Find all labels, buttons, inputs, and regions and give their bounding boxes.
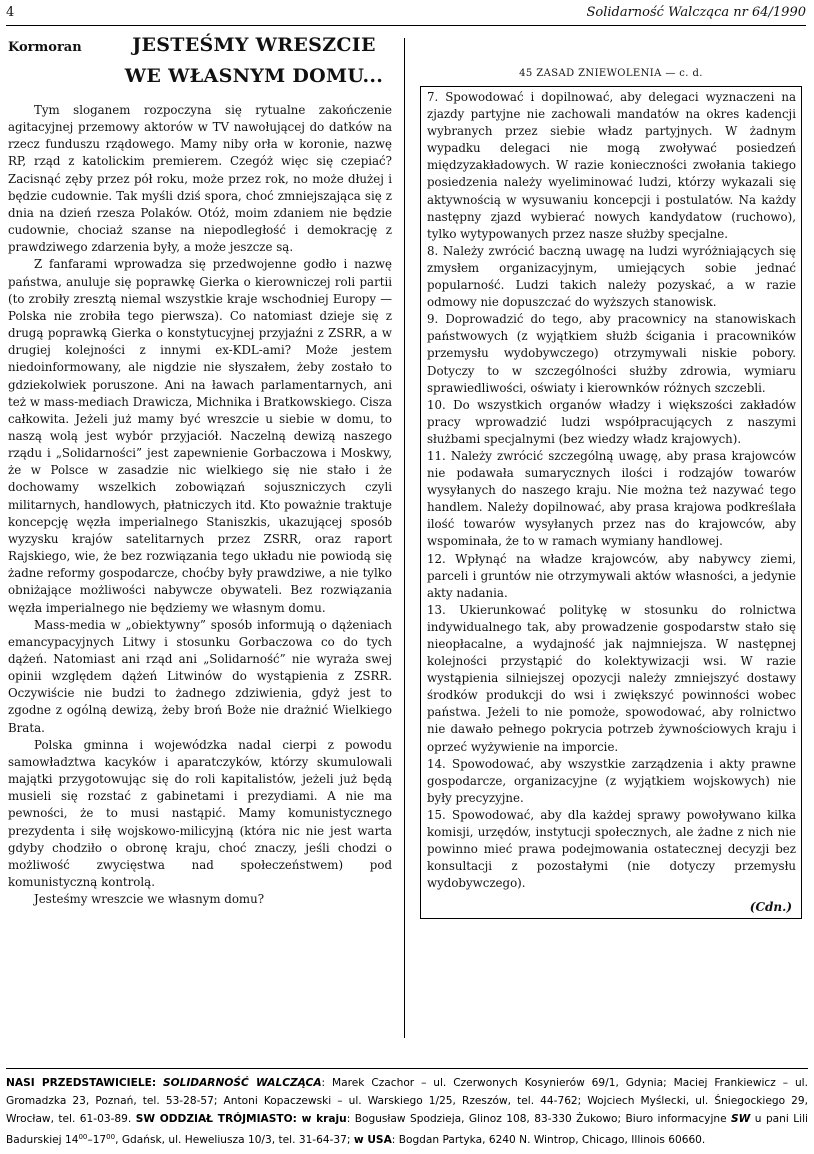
rule-item: 14. Spowodować, aby wszystkie zarządzenia i akty prawne gospodarcze, organizacyjne (z wyjątkiem wojskowych) nie były precyzyjne. <box>427 756 796 805</box>
article-paragraph: Polska gminna i wojewódzka nadal cierpi z powodu samowładztwa kacyków i aparatczyków, którzy skumulowali majątki przygotowując się do roli kapitalistów, jeżeli już będą musieli się rozstać z gabinetami i prezydiami. A nie ma pewności, że to musi nastąpić. Mamy komunistycznego prezydenta i siłę wojskowo-milicyjną (która nic nie jest warta gdyby chodziło o obronę kraju, choć znaczy, jeśli chodzi o możliwość zwycięstwa nad społeczeństwem) pod komunistyczną kontrolą. <box>8 737 392 890</box>
article-paragraph: Z fanfarami wprowadza się przedwojenne godło i nazwę państwa, anuluje się poprawkę Gierka o kierowniczej roli partii (to zrobiły zresztą niemal wszystkie kraje wschodniej Europy — Polska nie zrobiła tego pierwsza). Co natomiast dzieje się z drugą poprawką Gierka o konstytucyjnej przyjaźni z ZSRR, a w drugiej kolejności z innymi ex-KDL-ami? Może jestem niedoinformowany, ale nigdzie nie słyszałem, żeby zostało to gdziekolwiek poruszone. Ani na ławach parlamentarnych, ani też w mass-mediach Drawicza, Michnika i Bratkowskiego. Cisza całkowita. Jeżeli już mamy być wreszcie u siebie w domu, to naszą wolą jest wybór przyjaciół. Naczelną dewizą naszego rządu i „Solidarności” jest zapewnienie Gorbaczowa i Moskwy, że w Polsce w zasadzie nic wielkiego się nie stało i że dochowamy wszelkich zobowiązań sojuszniczych czyli militarnych, handlowych, płatniczych itd. Kto poważnie traktuje koncepcję węzła imperialnego Staniszkis, ukazującej sposób wyzysku krajów satelitarnych przez ZSRR, oraz raport Rajskiego, wie, że bez rozwiązania tego układu nie powiodą się żadne reformy gospodarcze, choćby były prawdziwe, a nie tylko obniżające możliwości nabywcze obywateli. Bez rozwiązania węzła imperialnego nie będziemy we własnym domu. <box>8 257 392 615</box>
page-header <box>6 4 806 26</box>
footer-hour-start: 00 <box>78 1133 88 1141</box>
page-number: 4 <box>6 5 15 20</box>
rule-item: 12. Wpłynąć na władze krajowców, aby nabywcy ziemi, parceli i gruntów nie otrzymywali aktów własności, a jedynie akty nadania. <box>427 551 796 600</box>
rule-item: 11. Należy zwrócić szczególną uwagę, aby prasa krajowców nie podawała sumarycznych ilości i rodzajów towarów wysyłanych do naszego kraju. Nie można też nazywać tego handlem. Należy dopilnować, aby prasa krajowa podkreślała ilość towarów wysyłanych przez nas do krajowców, aby wspominała, że to w ramach wymiany handlowej. <box>427 448 796 549</box>
footer-text: u pani Lili Badurskiej 14 <box>6 1113 808 1146</box>
rule-item: 8. Należy zwrócić baczną uwagę na ludzi wyróżniających się zmysłem organizacyjnym, umiejących sobie jednać popularność. Ludzi takich należy pozyskać, a w razie odmowy nie dopuszczać do wyższych stanowisk. <box>427 243 796 310</box>
footer-text: : Bogdan Partyka, 6240 N. Wintrop, Chicago, Illinois 60660. <box>391 1134 706 1146</box>
rule-item: 15. Spowodować, aby dla każdej sprawy powoływano kilka komisji, urzędów, instytucji społecznych, ale żadne z nich nie powinno mieć prawa podejmowania ostatecznej decyzji bez konsultacji z pozostałymi (nie dotyczy przemysłu wydobywczego). <box>427 807 796 891</box>
footer-usa-label: w USA <box>353 1134 392 1146</box>
footer-hour-sep: –17 <box>87 1134 107 1146</box>
footer-text: : Marek Czachor – ul. Czerwonych Kosynierów 69/1, Gdynia; Maciej Frankiewicz – ul. Gromadzka 23, Poznań, tel. 53-28-57; Antoni Kopaczewski – ul. Warskiego 1/25, Rzeszów, tel. 44-762; Wojciech Myślecki, ul. Śniegockiego 29, Wrocław, tel. 61-03-89. <box>6 1077 808 1125</box>
article-column <box>8 30 392 1040</box>
article-byline: Kormoran <box>8 40 82 55</box>
article-title <box>116 30 392 92</box>
rules-heading: 45 ZASAD ZNIEWOLENIA — c. d. <box>519 68 703 79</box>
rule-item: 13. Ukierunkować politykę w stosunku do rolnictwa indywidualnego tak, aby prowadzenie gospodarstw stało się nieopłacalne, a wydajność jak najmniejsza. W następnej kolejności przystąpić do kolektywizacji wsi. W razie wystąpienia silniejszej opozycji należy zmniejszyć dostawy środków produkcji do wsi i zwiększyć powinności wobec państwa. Jeżeli to nie pomoże, spowodować, aby rolnictwo nie dawało pełnego pokrycia potrzeb żywnościowych kraju i oprzeć wyżywienie na imporcie. <box>427 602 796 754</box>
rule-item: 10. Do wszystkich organów władzy i większości zakładów pracy wprowadzić ludzi współpracujących z naszymi służbami specjalnymi (bez wiedzy władz krajowych). <box>427 397 796 446</box>
footer-sw-short: SW <box>731 1113 751 1125</box>
article-paragraph: Tym sloganem rozpoczyna się rytualne zakończenie agitacyjnej przemowy aktorów w TV nawołującej do datków na rzecz funduszu rządowego. Mamy niby orła w koronie, nazwę RP, rząd z katolickim premierem. Czegóż więc się czepiać? Zacisnąć zęby przez pół roku, może przez rok, no może dłużej i będzie cudownie. Tak myśli dziś spora, choć zmniejszająca się z dnia na dzień rzesza Polaków. Otóż, moim zdaniem nie będzie cudownie, chociaż szanse na niepodległość i demokrację z prawdziwego zdarzenia były, a może jeszcze są. <box>8 103 392 255</box>
representatives-footer <box>6 1068 808 1149</box>
column-divider <box>404 38 405 1038</box>
article-title-line-1: JESTEŚMY WRESZCIE <box>132 34 376 56</box>
footer-hour-end: 00 <box>106 1133 116 1141</box>
issue-title: Solidarność Walcząca nr 64/1990 <box>586 5 806 20</box>
article-paragraph: Mass-media w „obiektywny” sposób informują o dążeniach emancypacyjnych Litwy i stosunku Gorbaczowa co do tych dążeń. Natomiast ani rząd ani „Solidarność” nie wyraża swej opinii względem dążeń Litwinów do wystąpienia z ZSRR. Oczywiście nie budzi to żadnego zdziwienia, gdyż jest to zgodne z ogólną dewizą, żeby broń Boże nie drażnić Wielkiego Brata. <box>8 617 392 735</box>
footer-text: , Gdańsk, ul. Heweliusza 10/3, tel. 31-64-37; <box>115 1134 354 1146</box>
rules-signature: (Cdn.) <box>749 900 792 915</box>
rules-column <box>420 68 802 1058</box>
footer-brand: SOLIDARNOŚĆ WALCZĄCA <box>162 1077 322 1089</box>
rules-box <box>420 86 802 919</box>
rule-item: 7. Spowodować i dopilnować, aby delegaci wyznaczeni na zjazdy partyjne nie zachowali mandatów na okres kadencji wybranych przez siebie władz partyjnych. W żadnym wypadku delegaci nie mogą zwoływać posiedzeń międzyzakładowych. W razie konieczności zwołania takiego posiedzenia należy wyeliminować ludzi, którzy wykazali się aktywnością w wysuwaniu koncepcji i postulatów. Na każdy następny zjazd wybierać nowych kandydatow (ruchowo), tylko wytypowanych przez nasze służby specjalne. <box>427 90 796 241</box>
article-paragraph: Jesteśmy wreszcie we własnym domu? <box>34 892 265 907</box>
article-body <box>8 102 392 908</box>
footer-text: : Bogusław Spodzieja, Glinoz 108, 83-330 Żukowo; Biuro informacyjne <box>346 1113 732 1125</box>
rule-item: 9. Doprowadzić do tego, aby pracownicy na stanowiskach państwowych (z wyjątkiem służb ścigania i pracowników przemysłu wydobywczego) otrzymywali niskie pobory. Dotyczy to w szczególności służby zdrowia, wymiaru sprawiedliwości, oświaty i kierownków różnych szczebli. <box>427 312 796 395</box>
footer-branch-label: SW ODDZIAŁ TRÓJMIASTO: w kraju <box>135 1113 347 1125</box>
article-title-line-2: WE WŁASNYM DOMU... <box>124 65 384 87</box>
footer-label: NASI PRZEDSTAWICIELE: <box>6 1077 157 1089</box>
